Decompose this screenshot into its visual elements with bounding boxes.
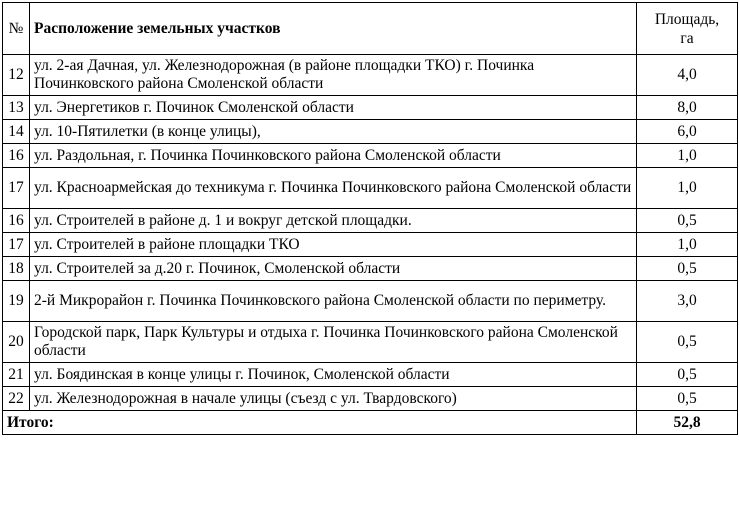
row-location: ул. Красноармейская до техникума г. Починка Починковского района Смоленской области [30, 168, 637, 209]
row-location: 2-й Микрорайон г. Починка Починковского района Смоленской области по периметру. [30, 281, 637, 322]
row-area: 3,0 [637, 281, 738, 322]
row-area: 0,5 [637, 257, 738, 281]
row-num: 17 [3, 233, 30, 257]
row-location: ул. 10-Пятилетки (в конце улицы), [30, 120, 637, 144]
table-header-row [3, 3, 738, 55]
row-area: 0,5 [637, 209, 738, 233]
header-area-line2: га [680, 29, 694, 47]
row-area: 0,5 [637, 387, 738, 411]
row-num: 17 [3, 168, 30, 209]
row-area: 1,0 [637, 168, 738, 209]
row-num: 13 [3, 96, 30, 120]
land-plots-table [2, 2, 738, 435]
table-row [3, 168, 738, 209]
table-row [3, 322, 738, 363]
total-label: Итого: [3, 411, 637, 435]
row-location: ул. Энергетиков г. Починок Смоленской области [30, 96, 637, 120]
row-area: 4,0 [637, 55, 738, 96]
row-location: ул. Строителей в районе площадки ТКО [30, 233, 637, 257]
table-row [3, 144, 738, 168]
total-row [3, 411, 738, 435]
row-location: ул. Боядинская в конце улицы г. Починок, Смоленской области [30, 363, 637, 387]
row-area: 6,0 [637, 120, 738, 144]
row-num: 18 [3, 257, 30, 281]
row-num: 19 [3, 281, 30, 322]
row-num: 22 [3, 387, 30, 411]
header-area [637, 3, 738, 55]
row-num: 16 [3, 209, 30, 233]
row-location: ул. Железнодорожная в начале улицы (съезд с ул. Твардовского) [30, 387, 637, 411]
table-row [3, 281, 738, 322]
row-num: 20 [3, 322, 30, 363]
row-location: ул. Строителей за д.20 г. Починок, Смоленской области [30, 257, 637, 281]
total-area: 52,8 [637, 411, 738, 435]
row-area: 0,5 [637, 322, 738, 363]
row-num: 16 [3, 144, 30, 168]
table-row [3, 209, 738, 233]
row-location: ул. Строителей в районе д. 1 и вокруг детской площадки. [30, 209, 637, 233]
table-row [3, 55, 738, 96]
row-area: 1,0 [637, 144, 738, 168]
header-location: Расположение земельных участков [30, 3, 637, 55]
header-num: № [3, 3, 30, 55]
table-row [3, 96, 738, 120]
table-row [3, 120, 738, 144]
table-row [3, 363, 738, 387]
table-row [3, 387, 738, 411]
row-num: 12 [3, 55, 30, 96]
row-location: ул. 2-ая Дачная, ул. Железнодорожная (в районе площадки ТКО) г. Починка Починковского района Смоленской области [30, 55, 637, 96]
row-location: Городской парк, Парк Культуры и отдыха г. Починка Починковского района Смоленской области [30, 322, 637, 363]
header-area-line1: Площадь, [654, 10, 720, 28]
table-row [3, 233, 738, 257]
table-body [3, 55, 738, 411]
row-area: 8,0 [637, 96, 738, 120]
row-area: 1,0 [637, 233, 738, 257]
row-area: 0,5 [637, 363, 738, 387]
table-row [3, 257, 738, 281]
row-location: ул. Раздольная, г. Починка Починковского района Смоленской области [30, 144, 637, 168]
row-num: 14 [3, 120, 30, 144]
row-num: 21 [3, 363, 30, 387]
